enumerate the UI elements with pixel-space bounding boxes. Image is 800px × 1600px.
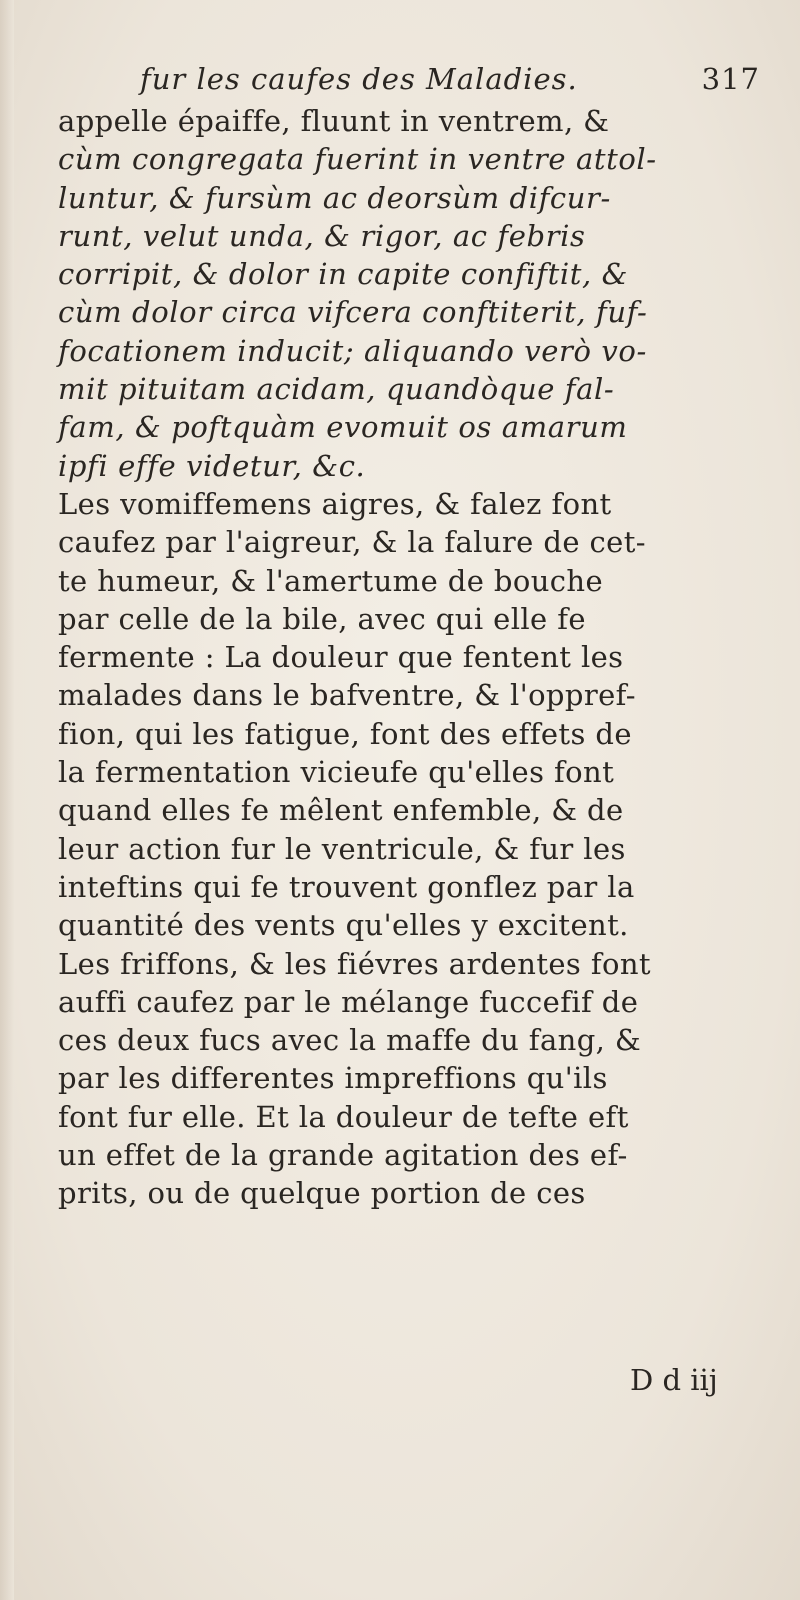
body-text xyxy=(58,102,778,1213)
text-line: malades dans le bafventre, & l'oppref- xyxy=(58,678,636,713)
text-line: leur action fur le ventricule, & fur les xyxy=(58,831,626,866)
text-line: runt, velut unda, & rigor, ac febris xyxy=(58,218,586,253)
text-line: mit pituitam acidam, quandòque fal- xyxy=(58,372,615,407)
text-line: Les vomiffemens aigres, & falez font xyxy=(58,486,612,521)
text-line: par les differentes impreffions qu'ils xyxy=(58,1061,608,1096)
text-line: fermente : La douleur que fentent les xyxy=(58,640,624,675)
running-title: fur les caufes des Maladies. xyxy=(140,62,578,96)
text-line: caufez par l'aigreur, & la falure de cet- xyxy=(58,525,646,560)
page-number: 317 xyxy=(701,62,760,96)
text-line: focationem inducit; aliquando verò vo- xyxy=(58,333,647,368)
text-line: un effet de la grande agitation des ef- xyxy=(58,1138,628,1173)
text-line: te humeur, & l'amertume de bouche xyxy=(58,563,604,598)
text-line: luntur, & fursùm ac deorsùm difcur- xyxy=(58,180,611,215)
text-line: par celle de la bile, avec qui elle fe xyxy=(58,601,586,636)
running-header xyxy=(140,62,760,102)
signature-mark: D d iij xyxy=(630,1363,718,1397)
text-line: fion, qui les fatigue, font des effets de xyxy=(58,716,632,751)
text-line: ipfi effe videtur, &c. xyxy=(58,448,366,483)
text-line: corripit, & dolor in capite confiftit, & xyxy=(58,257,629,292)
text-line: prits, ou de quelque portion de ces xyxy=(58,1176,586,1211)
text-line: quantité des vents qu'elles y excitent. xyxy=(58,908,629,943)
page-gutter xyxy=(0,0,14,1600)
text-line: auffi caufez par le mélange fuccefif de xyxy=(58,984,639,1019)
text-line: cùm congregata fuerint in ventre attol- xyxy=(58,142,657,177)
text-line: la fermentation vicieufe qu'elles font xyxy=(58,755,615,790)
text-line: fam, & poftquàm evomuit os amarum xyxy=(58,410,628,445)
text-line: quand elles fe mêlent enfemble, & de xyxy=(58,793,624,828)
text-line: ces deux fucs avec la maffe du fang, & xyxy=(58,1023,642,1058)
text-line: Les friffons, & les fiévres ardentes font xyxy=(58,946,651,981)
text-line: cùm dolor circa vifcera conftiterit, fuf- xyxy=(58,295,648,330)
text-line: font fur elle. Et la douleur de tefte eft xyxy=(58,1099,629,1134)
text-line: appelle épaiffe, fluunt in ventrem, & xyxy=(58,104,610,138)
text-line: inteftins qui fe trouvent gonflez par la xyxy=(58,869,635,904)
